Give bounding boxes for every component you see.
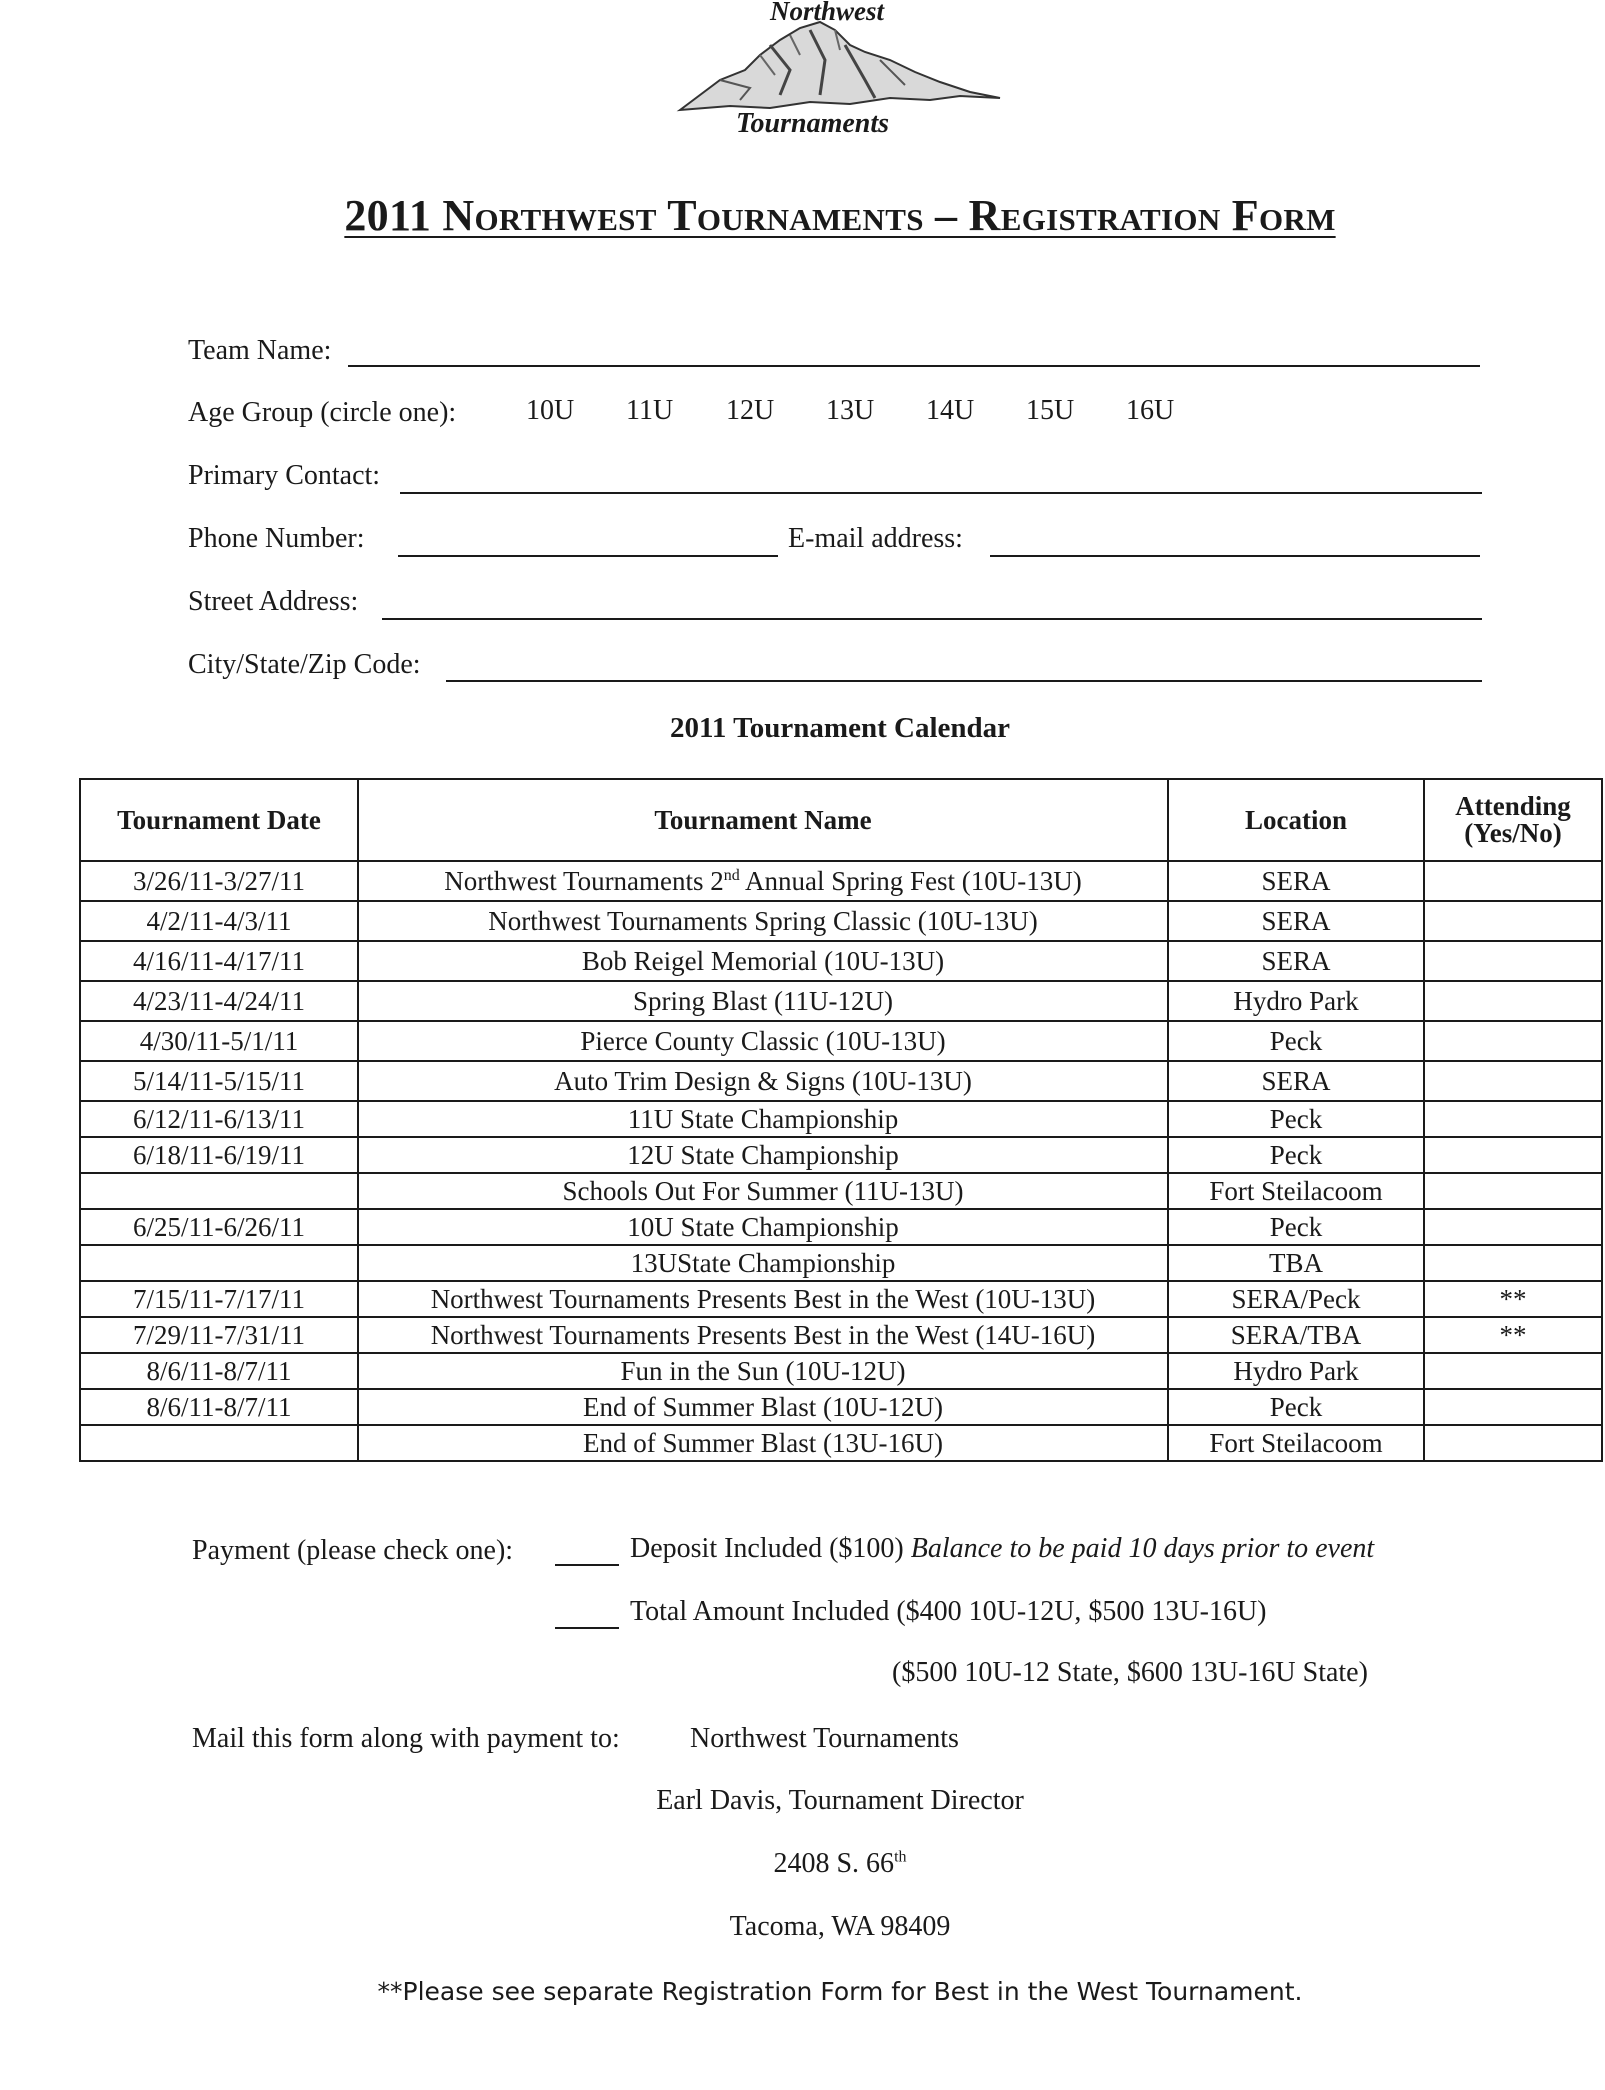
mail-label: Mail this form along with payment to: <box>192 1723 620 1754</box>
table-row <box>80 1061 1602 1101</box>
cell-date <box>80 1245 358 1281</box>
cell-attending[interactable] <box>1424 1245 1602 1281</box>
cell-date: 4/16/11-4/17/11 <box>80 941 358 981</box>
cell-location: Peck <box>1168 1389 1424 1425</box>
cell-attending[interactable] <box>1424 1353 1602 1389</box>
cell-date: 5/14/11-5/15/11 <box>80 1061 358 1101</box>
state-price-note: ($500 10U-12 State, $600 13U-16U State) <box>892 1657 1368 1688</box>
cell-tournament-name: Auto Trim Design & Signs (10U-13U) <box>358 1061 1168 1101</box>
table-row <box>80 1317 1602 1353</box>
table-row <box>80 901 1602 941</box>
cell-location: Peck <box>1168 1101 1424 1137</box>
calendar-heading: 2011 Tournament Calendar <box>670 712 1010 744</box>
cell-date: 8/6/11-8/7/11 <box>80 1353 358 1389</box>
column-header-date: Tournament Date <box>80 779 358 861</box>
cell-attending[interactable] <box>1424 1209 1602 1245</box>
cell-tournament-name: Fun in the Sun (10U-12U) <box>358 1353 1168 1389</box>
cell-attending[interactable] <box>1424 1061 1602 1101</box>
cell-date: 6/18/11-6/19/11 <box>80 1137 358 1173</box>
column-header-location: Location <box>1168 779 1424 861</box>
cell-location: SERA/TBA <box>1168 1317 1424 1353</box>
payment-label: Payment (please check one): <box>192 1535 514 1566</box>
cell-tournament-name: 11U State Championship <box>358 1101 1168 1137</box>
cell-attending[interactable] <box>1424 1173 1602 1209</box>
cell-location: SERA <box>1168 941 1424 981</box>
cell-attending[interactable] <box>1424 1425 1602 1461</box>
email-field[interactable] <box>990 555 1480 557</box>
cell-tournament-name: End of Summer Blast (13U-16U) <box>358 1425 1168 1461</box>
cell-tournament-name: 13UState Championship <box>358 1245 1168 1281</box>
cell-attending[interactable] <box>1424 861 1602 901</box>
table-row <box>80 1101 1602 1137</box>
cell-tournament-name: Spring Blast (11U-12U) <box>358 981 1168 1021</box>
cell-location: Peck <box>1168 1021 1424 1061</box>
mail-organization: Northwest Tournaments <box>690 1723 959 1754</box>
deposit-option-text: Deposit Included ($100) <box>630 1533 904 1564</box>
cell-tournament-name: Northwest Tournaments Presents Best in the West (14U-16U) <box>358 1317 1168 1353</box>
table-row <box>80 861 1602 901</box>
cell-tournament-name: Schools Out For Summer (11U-13U) <box>358 1173 1168 1209</box>
table-header-row <box>80 779 1602 861</box>
cell-location: Fort Steilacoom <box>1168 1425 1424 1461</box>
mail-city: Tacoma, WA 98409 <box>729 1911 951 1942</box>
calendar-body <box>80 861 1602 1461</box>
cell-tournament-name: 10U State Championship <box>358 1209 1168 1245</box>
cell-attending[interactable] <box>1424 1021 1602 1061</box>
table-row <box>80 1389 1602 1425</box>
age-option-10u[interactable]: 10U <box>526 395 575 426</box>
cell-tournament-name: Northwest Tournaments Spring Classic (10U-13U) <box>358 901 1168 941</box>
cell-attending[interactable] <box>1424 1137 1602 1173</box>
cell-date: 7/29/11-7/31/11 <box>80 1317 358 1353</box>
deposit-option <box>630 1533 1374 1565</box>
total-amount-checkbox[interactable] <box>555 1627 619 1629</box>
mail-person: Earl Davis, Tournament Director <box>656 1785 1024 1816</box>
cell-date: 7/15/11-7/17/11 <box>80 1281 358 1317</box>
cell-tournament-name: Pierce County Classic (10U-13U) <box>358 1021 1168 1061</box>
cell-location: SERA/Peck <box>1168 1281 1424 1317</box>
email-label: E-mail address: <box>788 523 963 554</box>
table-row <box>80 1173 1602 1209</box>
cell-tournament-name: Northwest Tournaments 2nd Annual Spring Fest (10U-13U) <box>358 861 1168 901</box>
cell-location: TBA <box>1168 1245 1424 1281</box>
age-option-11u[interactable]: 11U <box>626 395 674 426</box>
primary-contact-field[interactable] <box>400 492 1482 494</box>
cell-location: SERA <box>1168 1061 1424 1101</box>
mail-street: 2408 S. 66th <box>773 1848 907 1879</box>
table-row <box>80 1245 1602 1281</box>
table-row <box>80 1137 1602 1173</box>
age-option-12u[interactable]: 12U <box>726 395 775 426</box>
table-row <box>80 1353 1602 1389</box>
age-option-14u[interactable]: 14U <box>926 395 975 426</box>
cell-attending[interactable]: ** <box>1424 1317 1602 1353</box>
cell-location: Hydro Park <box>1168 1353 1424 1389</box>
city-state-zip-field[interactable] <box>446 680 1482 682</box>
table-row <box>80 1281 1602 1317</box>
cell-location: SERA <box>1168 861 1424 901</box>
cell-date: 4/2/11-4/3/11 <box>80 901 358 941</box>
cell-attending[interactable] <box>1424 901 1602 941</box>
age-option-13u[interactable]: 13U <box>826 395 875 426</box>
cell-location: Hydro Park <box>1168 981 1424 1021</box>
cell-attending[interactable] <box>1424 941 1602 981</box>
cell-location: Peck <box>1168 1137 1424 1173</box>
age-option-16u[interactable]: 16U <box>1126 395 1175 426</box>
logo-bottom-text: Tournaments <box>736 108 890 139</box>
street-address-label: Street Address: <box>188 586 359 617</box>
total-amount-option: Total Amount Included ($400 10U-12U, $500 13U-16U) <box>630 1596 1267 1627</box>
tournament-calendar-table <box>79 778 1603 1462</box>
cell-date <box>80 1173 358 1209</box>
cell-attending[interactable] <box>1424 1389 1602 1425</box>
street-address-field[interactable] <box>382 618 1482 620</box>
cell-tournament-name: Northwest Tournaments Presents Best in the West (10U-13U) <box>358 1281 1168 1317</box>
cell-attending[interactable] <box>1424 981 1602 1021</box>
cell-date: 8/6/11-8/7/11 <box>80 1389 358 1425</box>
primary-contact-label: Primary Contact: <box>188 460 381 491</box>
cell-location: Fort Steilacoom <box>1168 1173 1424 1209</box>
table-row <box>80 981 1602 1021</box>
cell-date: 6/25/11-6/26/11 <box>80 1209 358 1245</box>
deposit-option-note: Balance to be paid 10 days prior to event <box>910 1533 1375 1564</box>
logo-top-text: Northwest <box>770 0 885 26</box>
phone-field[interactable] <box>398 555 778 557</box>
cell-attending[interactable] <box>1424 1101 1602 1137</box>
age-group-label: Age Group (circle one): <box>188 397 457 428</box>
team-name-label: Team Name: <box>188 335 332 366</box>
page-title: 2011 Northwest Tournaments – Registration Form <box>344 191 1336 240</box>
cell-date: 4/30/11-5/1/11 <box>80 1021 358 1061</box>
age-option-15u[interactable]: 15U <box>1026 395 1075 426</box>
footnote: **Please see separate Registration Form for Best in the West Tournament. <box>377 1977 1303 2006</box>
cell-tournament-name: End of Summer Blast (10U-12U) <box>358 1389 1168 1425</box>
table-row <box>80 1021 1602 1061</box>
cell-location: SERA <box>1168 901 1424 941</box>
cell-date: 3/26/11-3/27/11 <box>80 861 358 901</box>
cell-date <box>80 1425 358 1461</box>
table-row <box>80 1425 1602 1461</box>
phone-label: Phone Number: <box>188 523 365 554</box>
cell-date: 6/12/11-6/13/11 <box>80 1101 358 1137</box>
city-state-zip-label: City/State/Zip Code: <box>188 649 421 680</box>
table-row <box>80 1209 1602 1245</box>
cell-location: Peck <box>1168 1209 1424 1245</box>
cell-tournament-name: 12U State Championship <box>358 1137 1168 1173</box>
deposit-checkbox[interactable] <box>555 1564 619 1566</box>
team-name-field[interactable] <box>348 365 1480 367</box>
cell-date: 4/23/11-4/24/11 <box>80 981 358 1021</box>
cell-tournament-name: Bob Reigel Memorial (10U-13U) <box>358 941 1168 981</box>
column-header-name: Tournament Name <box>358 779 1168 861</box>
cell-attending[interactable]: ** <box>1424 1281 1602 1317</box>
table-row <box>80 941 1602 981</box>
column-header-attending: Attending (Yes/No) <box>1424 779 1602 861</box>
